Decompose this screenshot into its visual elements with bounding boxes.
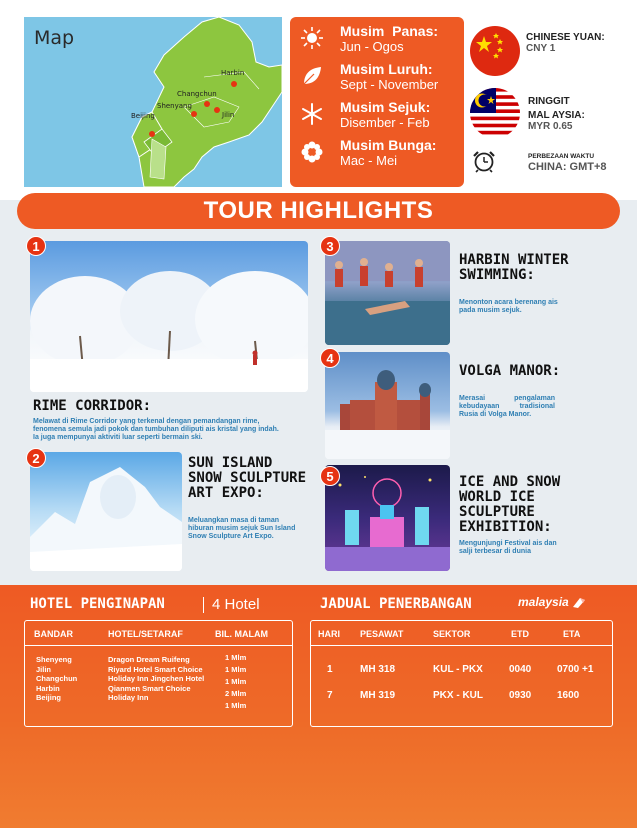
hotel-header-rule [24,645,293,646]
flight-row-2-etd: 0930 [509,690,532,701]
malaysia-currency [528,96,628,132]
flight-row-1-etd: 0040 [509,664,532,675]
hotel-name: Qianmen Smart Choice [108,683,191,693]
hotel-name: Riyard Hotel Smart Choice [108,664,203,674]
hotel-name: Dragon Dream Ruifeng [108,655,190,664]
snowflake-icon [301,103,323,125]
season-summer-name: Musim Panas: [340,23,439,39]
hotel-cities-column [36,655,106,703]
season-spring-name: Musim Bunga: [340,137,437,153]
season-winter [298,99,456,137]
highlight-4-title: VOLGA MANOR: [459,363,561,379]
leaf-icon [301,65,323,87]
alarm-clock-icon [472,149,496,173]
season-winter-range: Disember - Feb [340,115,430,130]
flight-row-2-flight: MH 319 [360,690,396,701]
flight-row-1-day: 1 [327,664,333,675]
rime-corridor-photo [30,241,308,392]
hotel-nights: 1 Mlm [225,665,247,674]
highlight-3-desc: Menonton acara berenang ais pada musim sejuk. [459,299,558,314]
hotel-city: Shenyeng [36,655,72,664]
flight-header-rule [310,645,613,646]
flight-header-etd: ETD [511,629,529,639]
hotel-name: Holiday Inn Jingchen Hotel [108,674,205,683]
season-autumn-name: Musim Luruh: [340,61,433,77]
city-label-beijing: Beijing [131,112,155,120]
malaysia-flag-icon [470,88,520,138]
season-autumn-range: Sept - November [340,77,439,92]
flight-row-2-eta: 1600 [557,690,580,701]
harbin-pin [231,81,237,87]
china-currency [526,32,626,54]
malaysia-currency-value: MYR 0.65 [528,121,573,132]
highlight-2-title: SUN ISLAND SNOW SCULPTURE ART EXPO: [188,455,307,501]
time-difference [528,150,637,173]
ice-snow-world-photo [325,465,450,571]
season-summer [298,23,456,61]
season-summer-range: Jun - Ogos [340,39,404,54]
hotel-names-column [108,655,213,703]
hotel-count: 4 Hotel [212,596,260,613]
hotel-city: Harbin [36,683,60,693]
hotel-section-title: HOTEL PENGINAPAN [30,596,165,612]
city-label-changchun: Changchun [177,90,217,98]
highlight-1-title: RIME CORRIDOR: [33,398,152,414]
highlight-2-desc: Meluangkan masa di taman hiburan musim sejuk Sun Island Snow Sculpture Art Expo. [188,517,296,540]
flower-icon [301,141,323,163]
flight-row-1-eta: 0700 +1 [557,664,594,675]
airline-name: malaysia [518,595,569,609]
seasons-panel [290,17,464,187]
winter-swimming-photo [325,241,450,345]
hotel-nights: 1 Mlm [225,677,247,686]
malaysia-airlines-logo [518,595,586,609]
highlight-4-desc: Merasai pengalaman kebudayaan tradisional Rusia di Volga Manor. [459,395,555,418]
season-spring-range: Mac - Mei [340,153,398,168]
hotel-city: Jilin [36,664,52,674]
flight-header-flight: PESAWAT [360,629,404,639]
city-label-harbin: Harbin [221,69,245,77]
hotel-header-city: BANDAR [34,629,73,639]
highlight-1-desc: Melawat di Rime Corridor yang terkenal dengan pemandangan rime, fenomena semula jadi pokok dan tumbuhan diliputi ais kristal yang indah. Ia juga mempunyai aktiviti luar seperti bermain ski. [33,418,279,441]
malaysia-currency-label-1: RINGGIT [528,96,570,107]
highlight-1-number: 1 [26,236,46,256]
hotel-city: Beijing [36,693,62,702]
time-difference-label: PERBEZAAN WAKTU [528,153,595,160]
highlight-5-number: 5 [320,466,340,486]
season-spring [298,137,456,175]
jilin-pin [214,107,220,113]
highlight-5-desc: Mengunjungi Festival ais dan salji terbesar di dunia [459,540,557,555]
hotel-name: Holiday Inn [108,693,149,702]
time-difference-value: CHINA: GMT+8 [528,161,607,173]
hotel-nights-column [225,652,275,712]
city-label-jilin: Jilin [222,111,235,119]
china-currency-label: CHINESE YUAN: [526,32,605,43]
hotel-title-divider [203,597,204,613]
hotel-nights: 2 Mlm [225,689,247,698]
flight-header-day: HARI [318,629,340,639]
flight-row-2-day: 7 [327,690,333,701]
kite-icon [572,597,586,609]
volga-manor-photo [325,352,450,459]
highlight-2-number: 2 [26,448,46,468]
highlight-3-number: 3 [320,236,340,256]
season-winter-name: Musim Sejuk: [340,99,431,115]
hotel-nights: 1 Mlm [225,701,247,710]
changchun-pin [204,101,210,107]
flight-row-2-sector: PKX - KUL [433,690,483,701]
city-label-shenyang: Shenyang [157,102,192,110]
flight-row-1-sector: KUL - PKX [433,664,483,675]
flight-row-1-flight: MH 318 [360,664,396,675]
flight-section-title: JADUAL PENERBANGAN [320,596,472,612]
china-flag-icon [470,26,520,76]
hotel-city: Changchun [36,674,78,683]
flight-header-eta: ETA [563,629,581,639]
highlight-4-number: 4 [320,348,340,368]
hotel-header-nights: BIL. MALAM [215,629,268,639]
map-title: Map [34,27,75,49]
china-currency-value: CNY 1 [526,43,556,54]
highlight-3-title: HARBIN WINTER SWIMMING: [459,252,569,283]
top-section [0,0,637,200]
sun-icon [301,27,323,49]
hotel-header-hotel: HOTEL/SETARAF [108,629,183,639]
sun-island-photo [30,452,182,571]
beijing-pin [149,131,155,137]
shenyang-pin [191,111,197,117]
highlight-5-title: ICE AND SNOW WORLD ICE SCULPTURE EXHIBITION: [459,474,561,535]
malaysia-currency-label-2: MAL AYSIA: [528,110,585,121]
flight-header-sector: SEKTOR [433,629,471,639]
map-panel [24,17,282,187]
hotel-nights: 1 Mlm [225,653,247,662]
tour-highlights-banner: TOUR HIGHLIGHTS [17,193,620,229]
season-autumn [298,61,456,99]
